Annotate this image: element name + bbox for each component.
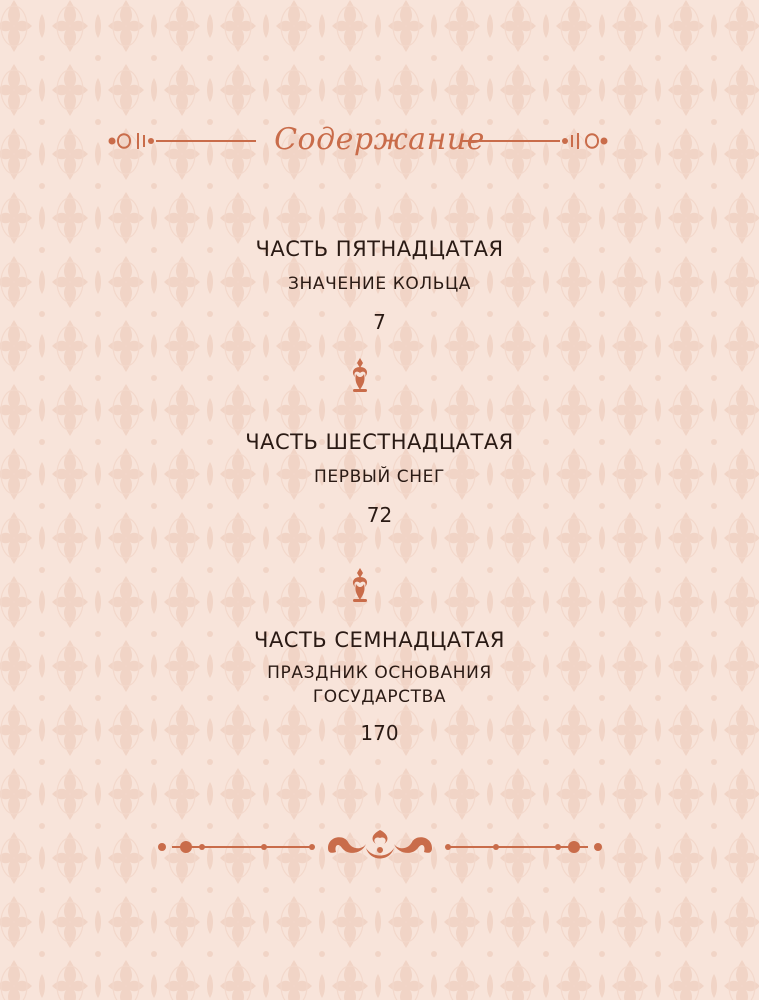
part-title: ЧАСТЬ ПЯТНАДЦАТАЯ (255, 237, 504, 261)
part-title: ЧАСТЬ СЕМНАДЦАТАЯ (254, 628, 505, 652)
toc-title: Содержание (274, 122, 485, 157)
fleur-divider-icon (340, 566, 380, 606)
page-number: 170 (360, 721, 399, 745)
toc-header (0, 118, 759, 168)
toc-entry[interactable] (0, 429, 759, 527)
toc-entry[interactable] (0, 236, 759, 334)
fleur-divider-icon (340, 356, 380, 396)
page-number: 72 (366, 503, 393, 527)
chapter-title: ПЕРВЫЙ СНЕГ (314, 467, 445, 487)
flourish-right-icon (460, 128, 608, 154)
page-number: 7 (373, 310, 386, 334)
part-title: ЧАСТЬ ШЕСТНАДЦАТАЯ (245, 430, 514, 454)
toc-entry[interactable] (0, 627, 759, 745)
chapter-title: ЗНАЧЕНИЕ КОЛЬЦА (287, 274, 472, 294)
chapter-title-line-1: ПРАЗДНИК ОСНОВАНИЯ (267, 663, 492, 683)
chapter-title-line-2: ГОСУДАРСТВА (312, 687, 447, 707)
footer-flourish-icon (152, 824, 608, 870)
